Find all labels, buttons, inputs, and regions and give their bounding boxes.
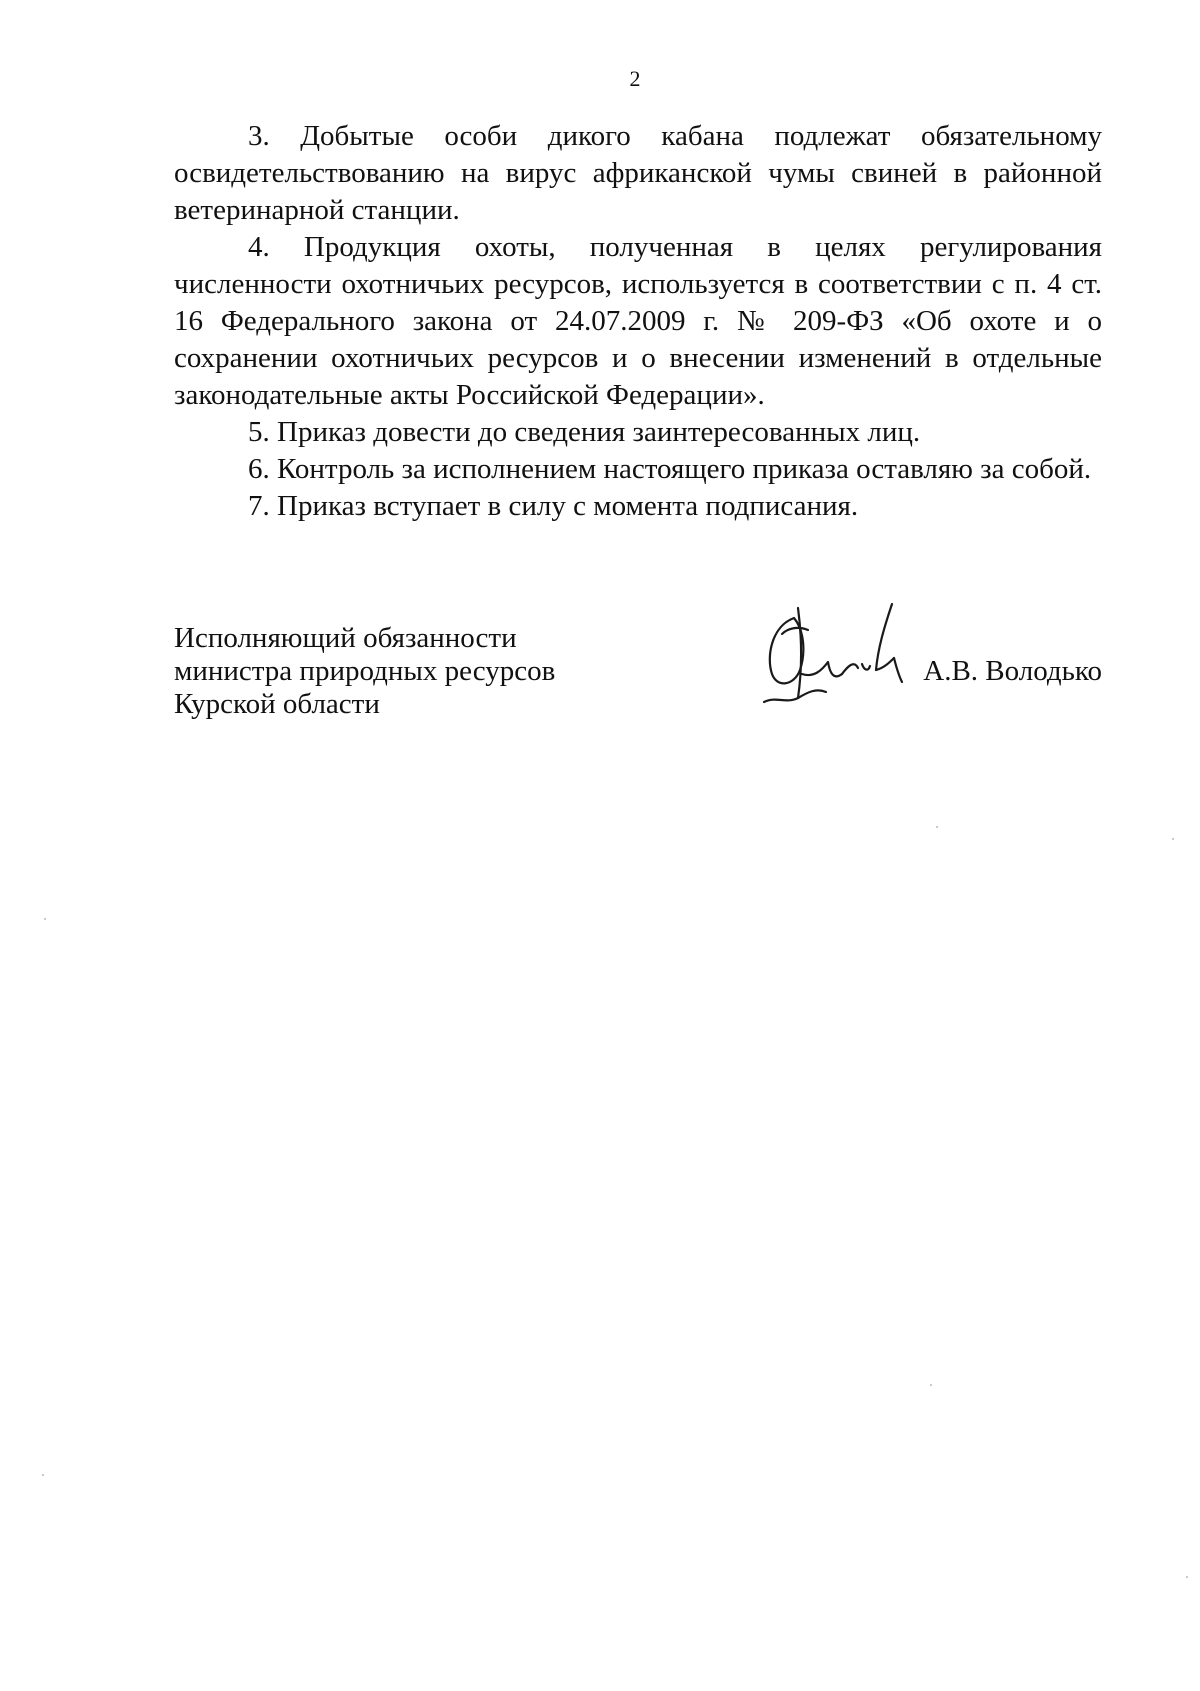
order-clauses — [174, 118, 1102, 525]
clause-7: 7. Приказ вступает в силу с момента подписания. — [248, 490, 859, 522]
signature-block — [174, 622, 1102, 742]
scan-speck — [936, 826, 938, 828]
page-number: 2 — [629, 66, 641, 91]
signer-position-line-1: Исполняющий обязанности — [174, 622, 517, 654]
clause-3: 3. Добытые особи дикого кабана подлежат обязательному освидетельствованию на вирус африканской чумы свиней в районной ветеринарной станции. — [174, 120, 1102, 226]
signer-name: А.В. Володько — [923, 655, 1102, 687]
handwritten-signature — [742, 578, 912, 728]
signer-position-line-2: министра природных ресурсов — [174, 655, 556, 687]
scan-speck — [930, 1384, 932, 1386]
scan-speck — [44, 918, 46, 920]
scan-speck — [42, 1474, 44, 1476]
scan-speck — [1186, 1576, 1188, 1578]
signer-position — [174, 622, 555, 721]
clause-4: 4. Продукция охоты, полученная в целях регулирования численности охотничьих ресурсов, используется в соответствии с п. 4 ст. 16 Федерального закона от 24.07.2009 г. № 209-ФЗ «Об охоте и о сохранении охотничьих ресурсов и о внесении изменений в отдельные законодательные акты Российской Федерации». — [174, 231, 1102, 411]
scan-speck — [1172, 838, 1174, 840]
clause-6: 6. Контроль за исполнением настоящего приказа оставляю за собой. — [248, 453, 1092, 485]
clause-5: 5. Приказ довести до сведения заинтересованных лиц. — [248, 416, 921, 448]
signer-position-line-3: Курской области — [174, 688, 380, 720]
